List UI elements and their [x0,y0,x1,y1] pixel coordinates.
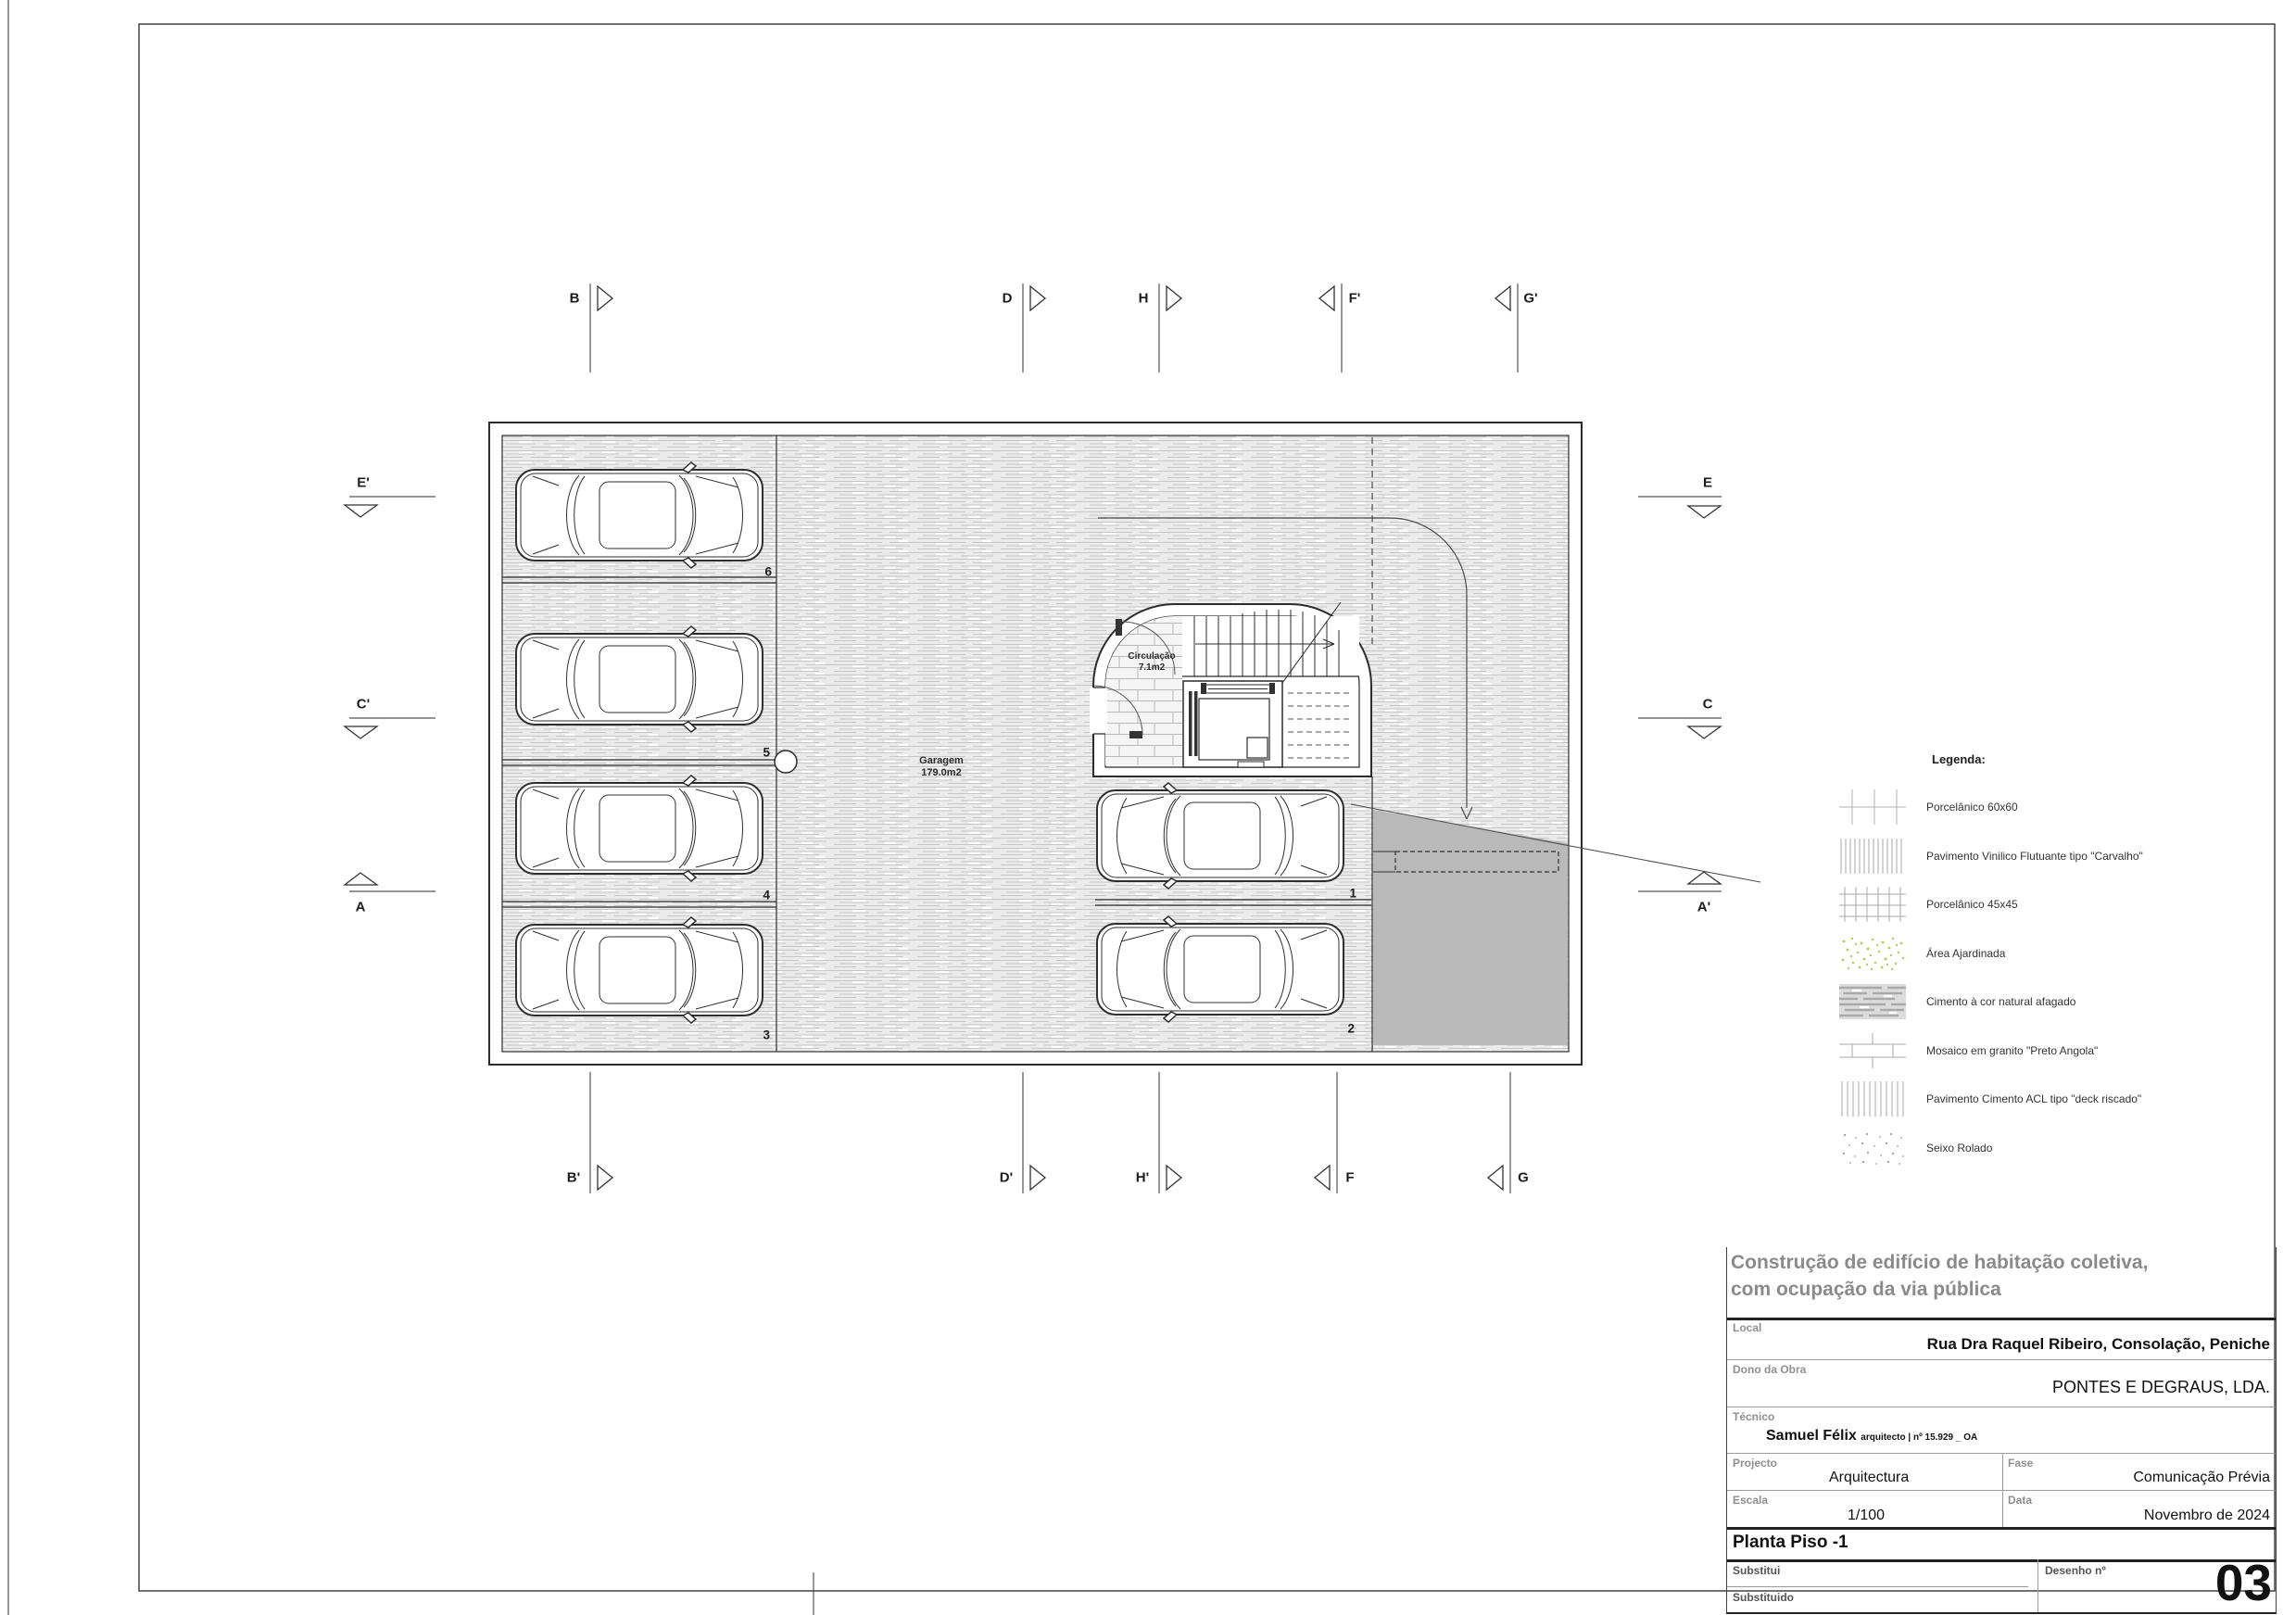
level-label-e-prime: E' [357,474,370,491]
title-block [1726,1247,2277,1614]
desenho-numero-label: Desenho nº [2045,1564,2106,1577]
cimento-afagado-swatch [1839,984,1906,1019]
divider [1727,1318,2276,1320]
legend-item [1839,832,2275,881]
legend-title: Legenda: [1932,752,1986,766]
level-label-e: E [1702,474,1713,491]
legend-item [1839,880,2275,929]
legend-item [1839,1124,2275,1173]
substitui-label: Substitui [1733,1564,1781,1577]
fase-value: Comunicação Prévia [2133,1470,2270,1485]
divider [1727,1453,2276,1454]
data-value: Novembro de 2024 [2143,1508,2270,1523]
porcelanico-60x60-swatch [1839,789,1906,825]
tecnico-value: Samuel Félix arquitecto | nº 15.929 _ OA [1766,1428,1978,1444]
legend-label: Cimento à cor natural afagado [1926,995,2076,1009]
vinilico-swatch [1839,839,1906,874]
substituido-label: Substituido [1733,1591,1794,1604]
section-label-g: G [1518,1169,1529,1186]
stall-number-5: 5 [763,745,770,760]
legend-item [1839,1075,2275,1124]
section-label-d-prime: D' [999,1169,1014,1186]
section-label-h: H [1138,290,1149,307]
legend-label: Mosaico em granito "Preto Angola" [1926,1043,2099,1057]
dono-da-obra-value: PONTES E DEGRAUS, LDA. [2051,1378,2270,1396]
local-value: Rua Dra Raquel Ribeiro, Consolação, Peniche [1926,1335,2270,1353]
divider [2002,1453,2003,1527]
legend-item [1839,783,2275,832]
stall-number-2: 2 [1347,1021,1355,1036]
legend-label: Área Ajardinada [1926,946,2006,960]
escala-value: 1/100 [1848,1508,1886,1523]
section-label-f-prime: F' [1348,290,1361,307]
room-label-circulacao: Circulação 7.1m2 [1128,651,1176,673]
legend [1839,752,2275,1172]
tecnico-label: Técnico [1733,1410,1775,1423]
legend-item [1839,929,2275,978]
divider [1727,1559,2276,1562]
level-label-c-prime: C' [356,696,371,713]
section-label-b: B [569,290,580,307]
legend-label: Seixo Rolado [1926,1141,1993,1154]
section-label-g-prime: G' [1523,290,1538,307]
stall-number-6: 6 [764,564,772,579]
ramp-area [1373,810,1568,1045]
stair-core [1090,602,1371,776]
project-title: Construção de edifício de habitação coletiva, com ocupação da via pública [1731,1252,2149,1300]
local-label: Local [1733,1321,1762,1334]
fase-label: Fase [2008,1457,2034,1470]
legend-label: Porcelânico 60x60 [1926,801,2018,814]
legend-label: Pavimento Cimento ACL tipo "deck riscado" [1926,1092,2142,1106]
divider [1727,1490,2276,1491]
area-ajardinada-swatch [1839,936,1906,971]
projecto-value: Arquitectura [1829,1470,1910,1485]
stall-number-1: 1 [1349,886,1356,901]
drawing-number: 03 [2214,1554,2272,1611]
stall-number-4: 4 [763,888,770,902]
stall-number-3: 3 [763,1028,770,1042]
legend-item [1839,978,2275,1027]
escala-label: Escala [1733,1494,1769,1507]
level-label-a-prime: A' [1697,899,1711,915]
legend-item [1839,1027,2275,1076]
section-label-h-prime: H' [1135,1169,1150,1186]
legend-label: Pavimento Vinilico Flutuante tipo "Carvalho" [1926,849,2143,863]
door-leaf [1116,619,1122,636]
seixo-rolado-swatch [1839,1130,1906,1166]
data-label: Data [2008,1494,2033,1507]
section-label-d: D [1002,290,1013,307]
divider [1727,1359,2276,1360]
tecnico-suffix: arquitecto | nº 15.929 _ OA [1861,1432,1978,1443]
room-label-garagem: Garagem 179.0m2 [919,755,964,778]
drawing-title: Planta Piso -1 [1733,1533,1848,1552]
divider [1727,1527,2276,1530]
section-label-f: F [1345,1169,1355,1186]
dono-da-obra-label: Dono da Obra [1733,1363,1807,1376]
level-label-c: C [1702,696,1713,713]
level-label-a: A [355,899,366,915]
legend-label: Porcelânico 45x45 [1926,898,2018,912]
structural-column [775,751,797,773]
cimento-acl-swatch [1839,1081,1906,1117]
section-label-b-prime: B' [566,1169,581,1186]
projecto-label: Projecto [1733,1457,1778,1470]
elevator [1183,681,1282,767]
door-leaf [1129,731,1142,738]
divider [2037,1559,2038,1612]
divider [1727,1586,2028,1587]
mosaico-granito-swatch [1839,1033,1906,1068]
porcelanico-45x45-swatch [1839,887,1906,922]
